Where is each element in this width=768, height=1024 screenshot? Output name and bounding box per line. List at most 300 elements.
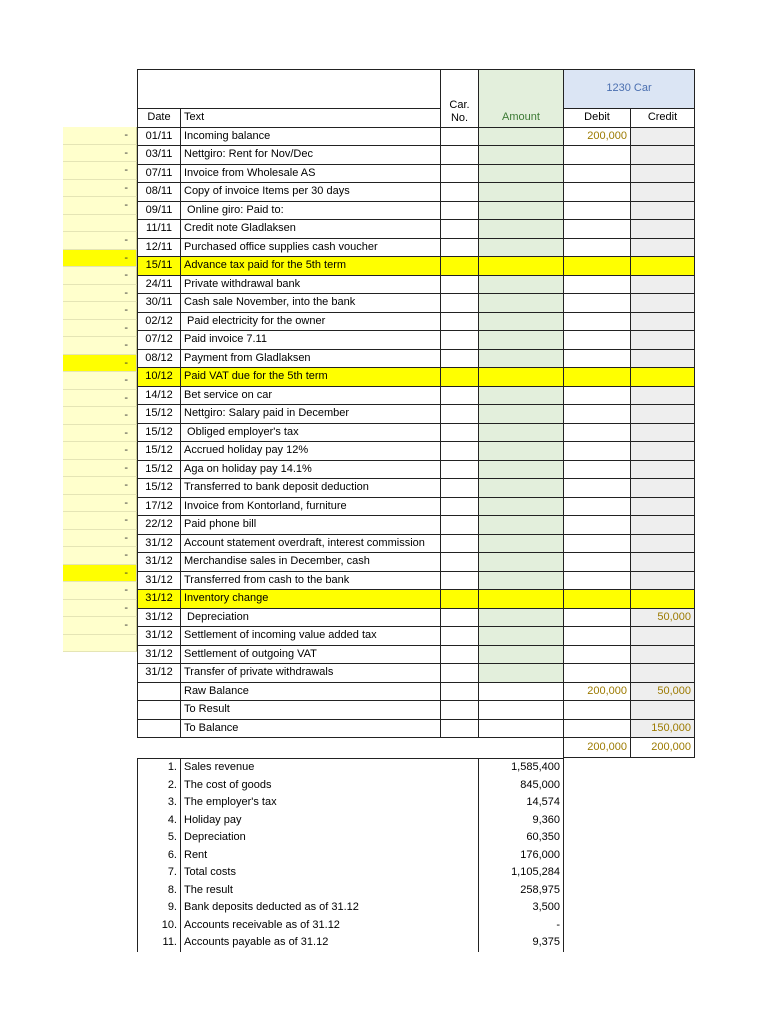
- row-debit: [564, 220, 631, 239]
- ledger-row: [138, 238, 695, 257]
- row-debit: [564, 257, 631, 276]
- row-date: 12/11: [138, 238, 181, 257]
- ledger-row: [138, 220, 695, 239]
- row-credit: [631, 516, 695, 535]
- row-credit: [631, 127, 695, 146]
- row-marker: -: [63, 162, 137, 180]
- row-debit: [564, 368, 631, 387]
- ledger-row: [138, 294, 695, 313]
- row-marker: -: [63, 582, 137, 600]
- row-amount: [479, 553, 564, 572]
- row-credit: [631, 331, 695, 350]
- row-marker: -: [63, 197, 137, 215]
- row-amount: [479, 460, 564, 479]
- row-car-no: [441, 127, 479, 146]
- summary-number: 6.: [138, 847, 181, 865]
- row-marker: -: [63, 355, 137, 373]
- summary-number: 4.: [138, 812, 181, 830]
- row-marker: -: [63, 267, 137, 285]
- row-text: Bet service on car: [181, 386, 441, 405]
- row-marker: -: [63, 390, 137, 408]
- row-text: Private withdrawal bank: [181, 275, 441, 294]
- summary-label: The result: [181, 882, 479, 900]
- row-date: 31/12: [138, 645, 181, 664]
- summary-row: [138, 917, 564, 935]
- row-car-no: [441, 275, 479, 294]
- totals-row: [138, 701, 695, 720]
- row-credit: [631, 590, 695, 609]
- row-text: Transferred from cash to the bank: [181, 571, 441, 590]
- row-car-no: [441, 442, 479, 461]
- row-text: Settlement of outgoing VAT: [181, 645, 441, 664]
- summary-number: 8.: [138, 882, 181, 900]
- summary-label: Sales revenue: [181, 759, 479, 777]
- row-car-no: [441, 405, 479, 424]
- row-text: Payment from Gladlaksen: [181, 349, 441, 368]
- row-credit: [631, 405, 695, 424]
- row-amount: [479, 275, 564, 294]
- row-credit: [631, 645, 695, 664]
- row-amount: [479, 201, 564, 220]
- row-marker: -: [63, 425, 137, 443]
- summary-label: Holiday pay: [181, 812, 479, 830]
- row-credit: [631, 368, 695, 387]
- summary-number: 9.: [138, 899, 181, 917]
- row-credit: [631, 553, 695, 572]
- car-no-header: Car. No.: [441, 70, 479, 128]
- row-amount: [479, 368, 564, 387]
- row-marker: -: [63, 530, 137, 548]
- row-debit: [564, 553, 631, 572]
- row-amount: [479, 349, 564, 368]
- row-car-no: [441, 627, 479, 646]
- summary-value: 3,500: [479, 899, 564, 917]
- row-date: 07/11: [138, 164, 181, 183]
- account-header: 1230 Car: [564, 70, 695, 109]
- row-credit: [631, 146, 695, 165]
- row-date: 30/11: [138, 294, 181, 313]
- row-marker: -: [63, 495, 137, 513]
- summary-label: The employer's tax: [181, 794, 479, 812]
- row-debit: [564, 590, 631, 609]
- ledger-row: [138, 664, 695, 683]
- row-marker: -: [63, 547, 137, 565]
- summary-row: [138, 847, 564, 865]
- totals-label: To Result: [181, 701, 441, 720]
- row-marker: -: [63, 127, 137, 145]
- summary-label: The cost of goods: [181, 777, 479, 795]
- row-date: 15/12: [138, 460, 181, 479]
- row-debit: [564, 275, 631, 294]
- row-amount: [479, 386, 564, 405]
- row-date: 08/12: [138, 349, 181, 368]
- row-debit: [564, 645, 631, 664]
- row-debit: [564, 164, 631, 183]
- summary-label: Bank deposits deducted as of 31.12: [181, 899, 479, 917]
- row-debit: [564, 405, 631, 424]
- row-debit: [564, 423, 631, 442]
- row-date: 31/12: [138, 553, 181, 572]
- row-car-no: [441, 294, 479, 313]
- summary-number: 2.: [138, 777, 181, 795]
- row-debit: [564, 183, 631, 202]
- row-debit: [564, 294, 631, 313]
- row-car-no: [441, 608, 479, 627]
- row-debit: [564, 386, 631, 405]
- row-car-no: [441, 146, 479, 165]
- row-text: Obliged employer's tax: [181, 423, 441, 442]
- row-marker: -: [63, 460, 137, 478]
- ledger-row: [138, 423, 695, 442]
- row-text: Inventory change: [181, 590, 441, 609]
- summary-value: 176,000: [479, 847, 564, 865]
- row-car-no: [441, 386, 479, 405]
- row-credit: [631, 294, 695, 313]
- row-debit: [564, 497, 631, 516]
- row-credit: [631, 349, 695, 368]
- row-amount: [479, 479, 564, 498]
- final-debit: 200,000: [564, 738, 631, 758]
- ledger-row: [138, 553, 695, 572]
- summary-number: 1.: [138, 759, 181, 777]
- ledger-row: [138, 183, 695, 202]
- ledger-row: [138, 349, 695, 368]
- row-date: 14/12: [138, 386, 181, 405]
- summary-value: 258,975: [479, 882, 564, 900]
- row-amount: [479, 423, 564, 442]
- totals-row: [138, 719, 695, 738]
- row-car-no: [441, 534, 479, 553]
- row-amount: [479, 331, 564, 350]
- row-text: Transfer of private withdrawals: [181, 664, 441, 683]
- ledger-row: [138, 275, 695, 294]
- summary-value: 14,574: [479, 794, 564, 812]
- ledger-row: [138, 497, 695, 516]
- summary-row: [138, 882, 564, 900]
- row-text: Incoming balance: [181, 127, 441, 146]
- row-credit: [631, 664, 695, 683]
- row-amount: [479, 645, 564, 664]
- row-credit: [631, 627, 695, 646]
- amount-header: Amount: [479, 70, 564, 128]
- row-marker: -: [63, 477, 137, 495]
- totals-debit: [564, 719, 631, 738]
- row-debit: [564, 146, 631, 165]
- summary-label: Accounts payable as of 31.12: [181, 934, 479, 952]
- row-amount: [479, 183, 564, 202]
- row-text: Transferred to bank deposit deduction: [181, 479, 441, 498]
- row-text: Merchandise sales in December, cash: [181, 553, 441, 572]
- row-debit: [564, 442, 631, 461]
- title-cell: [138, 70, 441, 109]
- row-credit: [631, 164, 695, 183]
- row-text: Paid phone bill: [181, 516, 441, 535]
- row-car-no: [441, 312, 479, 331]
- ledger-row: [138, 608, 695, 627]
- row-marker: -: [63, 600, 137, 618]
- row-text: Aga on holiday pay 14.1%: [181, 460, 441, 479]
- row-amount: [479, 312, 564, 331]
- row-debit: [564, 479, 631, 498]
- row-date: 17/12: [138, 497, 181, 516]
- row-text: Credit note Gladlaksen: [181, 220, 441, 239]
- summary-number: 10.: [138, 917, 181, 935]
- row-debit: [564, 238, 631, 257]
- text-header: Text: [181, 109, 441, 128]
- row-credit: [631, 571, 695, 590]
- row-date: 01/11: [138, 127, 181, 146]
- summary-number: 3.: [138, 794, 181, 812]
- row-amount: [479, 571, 564, 590]
- credit-header: Credit: [631, 109, 695, 128]
- summary-label: Rent: [181, 847, 479, 865]
- summary-label: Total costs: [181, 864, 479, 882]
- ledger-row: [138, 460, 695, 479]
- row-amount: [479, 627, 564, 646]
- row-amount: [479, 294, 564, 313]
- row-car-no: [441, 201, 479, 220]
- summary-row: [138, 829, 564, 847]
- summary-row: [138, 794, 564, 812]
- debit-header: Debit: [564, 109, 631, 128]
- row-credit: [631, 497, 695, 516]
- row-amount: [479, 238, 564, 257]
- row-date: 31/12: [138, 608, 181, 627]
- row-text: Copy of invoice Items per 30 days: [181, 183, 441, 202]
- row-credit: [631, 312, 695, 331]
- row-credit: [631, 479, 695, 498]
- totals-credit: 150,000: [631, 719, 695, 738]
- row-car-no: [441, 183, 479, 202]
- row-date: 15/12: [138, 442, 181, 461]
- final-totals-row: [138, 738, 695, 758]
- totals-debit: 200,000: [564, 682, 631, 701]
- summary-value: -: [479, 917, 564, 935]
- ledger-row: [138, 201, 695, 220]
- ledger-row: [138, 386, 695, 405]
- row-credit: [631, 534, 695, 553]
- row-date: 02/12: [138, 312, 181, 331]
- ledger-row: [138, 442, 695, 461]
- row-car-no: [441, 497, 479, 516]
- row-car-no: [441, 423, 479, 442]
- row-text: Nettgiro: Salary paid in December: [181, 405, 441, 424]
- row-debit: [564, 331, 631, 350]
- ledger-row: [138, 164, 695, 183]
- row-date: 03/11: [138, 146, 181, 165]
- row-date: 15/12: [138, 479, 181, 498]
- row-text: Advance tax paid for the 5th term: [181, 257, 441, 276]
- row-debit: [564, 312, 631, 331]
- row-marker: -: [63, 302, 137, 320]
- row-text: Paid electricity for the owner: [181, 312, 441, 331]
- row-marker: -: [63, 565, 137, 583]
- summary-row: [138, 812, 564, 830]
- row-car-no: [441, 368, 479, 387]
- row-debit: [564, 627, 631, 646]
- row-amount: [479, 664, 564, 683]
- totals-label: To Balance: [181, 719, 441, 738]
- summary-label: Depreciation: [181, 829, 479, 847]
- row-amount: [479, 127, 564, 146]
- row-debit: 200,000: [564, 127, 631, 146]
- totals-debit: [564, 701, 631, 720]
- row-date: 31/12: [138, 571, 181, 590]
- row-car-no: [441, 460, 479, 479]
- ledger-row: [138, 590, 695, 609]
- row-credit: [631, 423, 695, 442]
- row-date: 15/12: [138, 405, 181, 424]
- ledger-row: [138, 627, 695, 646]
- row-date: 31/12: [138, 590, 181, 609]
- row-debit: [564, 201, 631, 220]
- row-credit: [631, 257, 695, 276]
- ledger-row: [138, 645, 695, 664]
- row-amount: [479, 257, 564, 276]
- row-marker: -: [63, 617, 137, 635]
- row-marker: -: [63, 320, 137, 338]
- row-car-no: [441, 349, 479, 368]
- row-text: Invoice from Wholesale AS: [181, 164, 441, 183]
- row-text: Paid VAT due for the 5th term: [181, 368, 441, 387]
- row-car-no: [441, 590, 479, 609]
- ledger-row: [138, 312, 695, 331]
- summary-number: 5.: [138, 829, 181, 847]
- row-credit: [631, 275, 695, 294]
- row-marker: -: [63, 250, 137, 268]
- summary-row: [138, 864, 564, 882]
- row-date: 24/11: [138, 275, 181, 294]
- row-text: Settlement of incoming value added tax: [181, 627, 441, 646]
- row-credit: [631, 238, 695, 257]
- row-marker: [63, 215, 137, 233]
- row-car-no: [441, 164, 479, 183]
- row-text: Accrued holiday pay 12%: [181, 442, 441, 461]
- row-marker-column: [63, 127, 137, 652]
- summary-value: 60,350: [479, 829, 564, 847]
- summary-number: 11.: [138, 934, 181, 952]
- row-marker: -: [63, 180, 137, 198]
- row-marker: -: [63, 372, 137, 390]
- row-debit: [564, 534, 631, 553]
- row-marker: -: [63, 512, 137, 530]
- row-amount: [479, 220, 564, 239]
- row-debit: [564, 460, 631, 479]
- date-header: Date: [138, 109, 181, 128]
- row-car-no: [441, 479, 479, 498]
- row-date: 07/12: [138, 331, 181, 350]
- row-date: 09/11: [138, 201, 181, 220]
- row-car-no: [441, 238, 479, 257]
- final-credit: 200,000: [631, 738, 695, 758]
- row-date: 31/12: [138, 664, 181, 683]
- row-credit: [631, 442, 695, 461]
- ledger-row: [138, 534, 695, 553]
- totals-credit: [631, 701, 695, 720]
- row-text: Account statement overdraft, interest commission: [181, 534, 441, 553]
- row-date: 10/12: [138, 368, 181, 387]
- ledger-row: [138, 516, 695, 535]
- row-date: 08/11: [138, 183, 181, 202]
- row-text: Cash sale November, into the bank: [181, 294, 441, 313]
- row-credit: [631, 460, 695, 479]
- row-debit: [564, 349, 631, 368]
- totals-label: Raw Balance: [181, 682, 441, 701]
- row-text: Online giro: Paid to:: [181, 201, 441, 220]
- row-text: Nettgiro: Rent for Nov/Dec: [181, 146, 441, 165]
- row-marker: -: [63, 442, 137, 460]
- row-marker: -: [63, 337, 137, 355]
- summary-row: [138, 759, 564, 777]
- row-amount: [479, 164, 564, 183]
- row-car-no: [441, 553, 479, 572]
- row-marker: -: [63, 232, 137, 250]
- row-car-no: [441, 664, 479, 683]
- summary-row: [138, 934, 564, 952]
- row-date: 31/12: [138, 627, 181, 646]
- ledger-row: [138, 479, 695, 498]
- summary-table: [137, 758, 564, 952]
- row-date: 15/11: [138, 257, 181, 276]
- ledger-table: [137, 69, 695, 758]
- row-car-no: [441, 645, 479, 664]
- row-amount: [479, 497, 564, 516]
- row-amount: [479, 608, 564, 627]
- row-car-no: [441, 257, 479, 276]
- ledger-row: [138, 127, 695, 146]
- row-credit: [631, 386, 695, 405]
- row-credit: [631, 220, 695, 239]
- row-amount: [479, 516, 564, 535]
- row-marker: -: [63, 145, 137, 163]
- summary-number: 7.: [138, 864, 181, 882]
- row-date: 22/12: [138, 516, 181, 535]
- row-amount: [479, 534, 564, 553]
- row-car-no: [441, 571, 479, 590]
- row-credit: [631, 201, 695, 220]
- ledger-row: [138, 368, 695, 387]
- summary-value: 9,360: [479, 812, 564, 830]
- row-car-no: [441, 220, 479, 239]
- row-marker: -: [63, 407, 137, 425]
- row-debit: [564, 664, 631, 683]
- summary-row: [138, 899, 564, 917]
- summary-row: [138, 777, 564, 795]
- summary-value: 845,000: [479, 777, 564, 795]
- row-car-no: [441, 516, 479, 535]
- row-marker: [63, 635, 137, 653]
- row-text: Purchased office supplies cash voucher: [181, 238, 441, 257]
- row-car-no: [441, 331, 479, 350]
- row-marker: -: [63, 285, 137, 303]
- summary-value: 1,105,284: [479, 864, 564, 882]
- row-text: Depreciation: [181, 608, 441, 627]
- ledger-row: [138, 257, 695, 276]
- ledger-row: [138, 146, 695, 165]
- row-credit: [631, 183, 695, 202]
- row-date: 31/12: [138, 534, 181, 553]
- row-amount: [479, 590, 564, 609]
- ledger-row: [138, 405, 695, 424]
- row-credit: 50,000: [631, 608, 695, 627]
- row-text: Paid invoice 7.11: [181, 331, 441, 350]
- ledger-row: [138, 571, 695, 590]
- row-debit: [564, 608, 631, 627]
- row-date: 11/11: [138, 220, 181, 239]
- summary-value: 1,585,400: [479, 759, 564, 777]
- summary-value: 9,375: [479, 934, 564, 952]
- totals-credit: 50,000: [631, 682, 695, 701]
